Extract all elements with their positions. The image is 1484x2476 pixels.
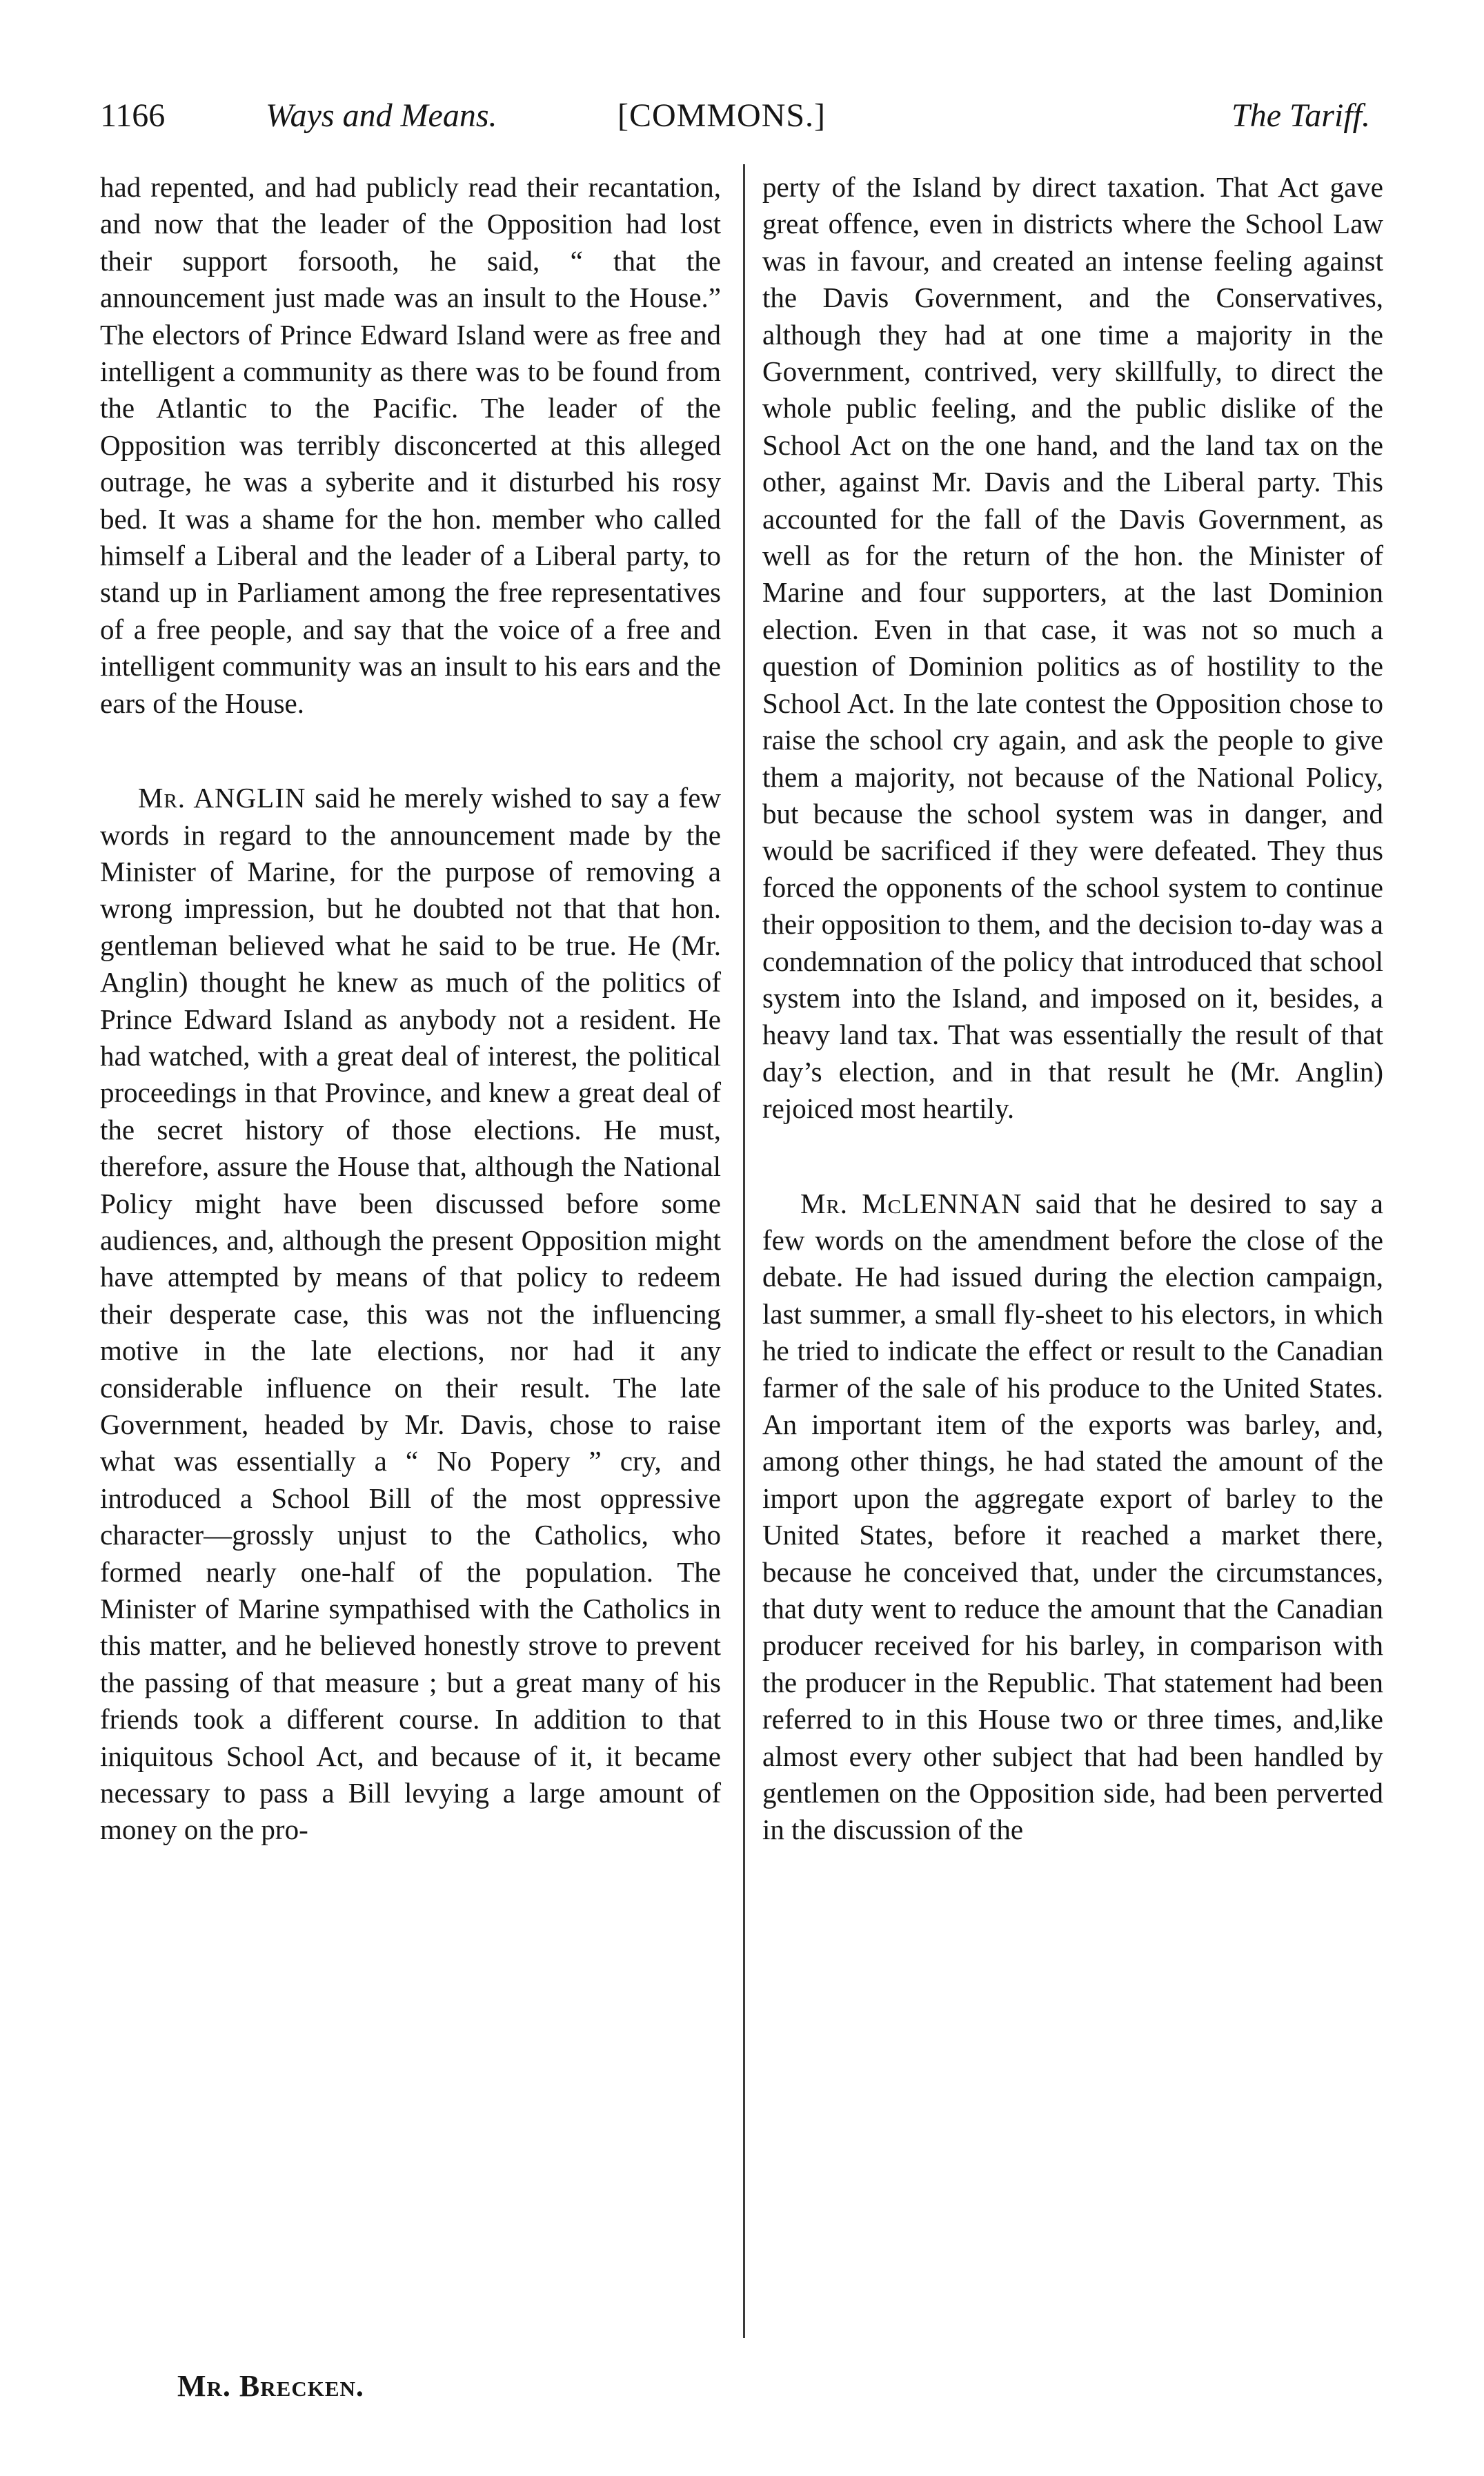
right-column — [762, 169, 1383, 1849]
running-title-right: The Tariff. — [1231, 97, 1370, 134]
left-column — [100, 169, 721, 1849]
page-number: 1166 — [100, 97, 166, 134]
column-divider — [743, 164, 745, 2338]
speech-text-mclennan: said that he desired to say a few words on the amendment before the close of the debate. He had issued during the election campaign, last summer, a small fly-sheet to his electors, in which he tried to indicate the effect or result to the Canadian farmer of the sale of his produce to the United States. An important item of the exports was barley, and, among other things, he had stated the amount of the import upon the aggregate export of barley to the United States, before it reached a market there, because he conceived that, under the circumstances, that duty went to reduce the amount that the Canadian producer received for his barley, in comparison with the producer in the Republic. That statement had been referred to in this House two or three times, and,like almost every other subject that had been handled by gentlemen on the Opposition side, had been perverted in the discussion of the — [762, 1187, 1383, 1846]
right-paragraph-speech — [762, 1186, 1383, 1849]
page-header — [100, 97, 1370, 152]
left-paragraph-speech — [100, 780, 721, 1849]
speaker-name-mclennan: Mr. McLENNAN — [800, 1187, 1022, 1219]
running-title-center: [COMMONS.] — [617, 97, 827, 134]
catchword: Mr. Brecken. — [177, 2369, 364, 2403]
left-paragraph-continuation: had repented, and had publicly read their recantation, and now that the leader of the Opposition had lost their support forsooth, he said, “ that the announcement just made was an insult to the House.” The electors of Prince Edward Island were as free and intelligent a community as there was to be found from the Atlantic to the Pacific. The leader of the Opposition was terribly disconcerted at this alleged outrage, he was a syberite and it disturbed his rosy bed. It was a shame for the hon. member who called himself a Liberal and the leader of a Liberal party, to stand up in Parliament among the free representatives of a free people, and say that the voice of a free and intelligent community was an insult to his ears and the ears of the House. — [100, 171, 721, 719]
speech-text-anglin: said he merely wished to say a few words in regard to the announcement made by the Minister of Marine, for the purpose of removing a wrong impression, but he doubted not that that hon. gentleman believed what he said to be true. He (Mr. Anglin) thought he knew as much of the politics of Prince Edward Island as anybody not a resident. He had watched, with a great deal of interest, the political proceedings in that Province, and knew a great deal of the secret history of those elections. He must, therefore, assure the House that, although the National Policy might have been discussed before some audiences, and, although the present Opposition might have attempted by means of that policy to redeem their desperate case, this was not the influencing motive in the late elections, nor had it any considerable influence on their result. The late Government, headed by Mr. Davis, chose to raise what was essentially a “ No Popery ” cry, and introduced a School Bill of the most oppressive character—grossly unjust to the Catholics, who formed nearly one-half of the population. The Minister of Marine sympathised with the Catholics in this matter, and he believed honestly strove to prevent the passing of that measure ; but a great many of his friends took a different course. In addition to that iniquitous School Act, and because of it, it became necessary to pass a Bill levying a large amount of money on the pro- — [100, 782, 721, 1846]
right-paragraph-continuation: perty of the Island by direct taxation. That Act gave great offence, even in districts where the School Law was in favour, and created an intense feeling against the Davis Government, and the Conservatives, although they had at one time a majority in the Government, contrived, very skillfully, to direct the whole public feeling, and the public dislike of the School Act on the one hand, and the land tax on the other, against Mr. Davis and the Liberal party. This accounted for the fall of the Davis Government, as well as for the return of the hon. the Minister of Marine and four supporters, at the last Dominion election. Even in that case, it was not so much a question of Dominion politics as of hostility to the School Act. In the late contest the Opposition chose to raise the school cry again, and ask the people to give them a majority, not because of the National Policy, but because the school system was in danger, and would be sacrificed if they were defeated. They thus forced the opponents of the school system to continue their opposition to them, and the decision to-day was a condemnation of the policy that introduced that school system into the Island, and imposed on it, besides, a heavy land tax. That was essentially the result of that day’s election, and in that result he (Mr. Anglin) rejoiced most heartily. — [762, 171, 1383, 1125]
speaker-name-anglin: Mr. ANGLIN — [138, 782, 306, 814]
running-title-left: Ways and Means. — [266, 97, 497, 134]
